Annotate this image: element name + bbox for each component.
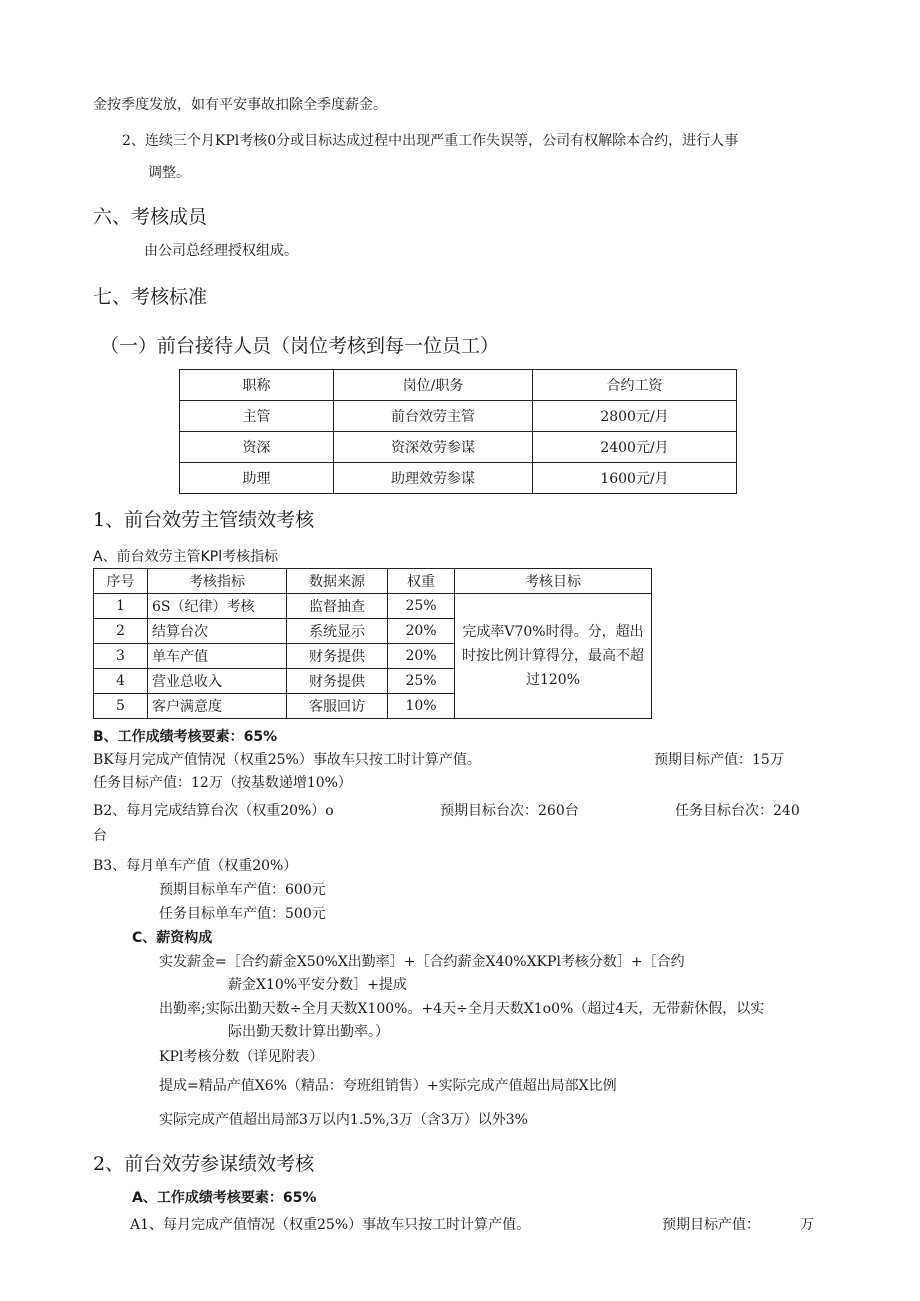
- c-commission-ratio: 实际完成产值超出局部3万以内1.5%,3万（含3万）以外3%: [159, 1112, 528, 1128]
- table-cell: 助理效劳参谋: [334, 463, 533, 494]
- table-header-cell: 考核目标: [455, 569, 652, 594]
- table-cell: 主管: [180, 401, 334, 432]
- intro-item-2: 2、连续三个月KPl考核0分或目标达成过程中出现严重工作失误等，公司有权解除本合约，进行人事: [122, 133, 739, 149]
- b1-line: BK每月完成产值情况（权重25%）事故车只按工时计算产值。: [93, 752, 481, 768]
- table-cell: 1: [94, 594, 148, 619]
- table-cell: 5: [94, 694, 148, 719]
- table-cell: 1600元/月: [533, 463, 737, 494]
- table-cell: 客服回访: [287, 694, 388, 719]
- c-formula-line-1: 实发薪金=［合约薪金X50%X出勤率］+［合约薪金X40%XKPl考核分数］+［合约: [159, 954, 685, 970]
- part-2-title: 2、前台效劳参谋绩效考核: [93, 1153, 315, 1175]
- kpi-table: [93, 568, 652, 719]
- c-commission: 提成=精品产值X6%（精品：夸班组销售）+实际完成产值超出局部X比例: [159, 1078, 617, 1094]
- b1-task: 任务目标产值：12万（按基数递增10%）: [93, 775, 352, 791]
- table-cell: 20%: [388, 619, 455, 644]
- table-cell: 2: [94, 619, 148, 644]
- table-header-cell: 权重: [388, 569, 455, 594]
- table-cell: 前台效劳主管: [334, 401, 533, 432]
- part-2-a1-expected: 预期目标产值：: [662, 1217, 760, 1233]
- b2-line: B2、每月完成结算台次（权重20%）o: [93, 803, 334, 819]
- table-row: [180, 463, 737, 494]
- table-cell: 10%: [388, 694, 455, 719]
- table-row: [180, 432, 737, 463]
- b2-task: 任务目标台次：240: [675, 803, 800, 819]
- table-cell: 20%: [388, 644, 455, 669]
- table-cell: 资深效劳参谋: [334, 432, 533, 463]
- b-title: B、工作成绩考核要素：65%: [93, 729, 278, 745]
- intro-item-2-cont: 调整。: [148, 165, 190, 181]
- section-7-title: 七、考核标准: [93, 286, 208, 308]
- b2-unit: 台: [93, 828, 107, 844]
- c-attendance-line-2: 际出勤天数计算出勤率。）: [228, 1024, 389, 1040]
- kpi-target-cell: 完成率V70%时得。分，超出时按比例计算得分，最高不超过120%: [455, 594, 652, 719]
- table-cell: 客户满意度: [148, 694, 287, 719]
- table-header-cell: 考核指标: [148, 569, 287, 594]
- table-header-row: [94, 569, 652, 594]
- table-cell: 系统显示: [287, 619, 388, 644]
- table-cell: 营业总收入: [148, 669, 287, 694]
- intro-line: 金按季度发放，如有平安事故扣除全季度薪金。: [93, 97, 387, 113]
- table-cell: 财务提供: [287, 669, 388, 694]
- table-cell: 财务提供: [287, 644, 388, 669]
- b2-expected: 预期目标台次：260台: [440, 803, 579, 819]
- b1-expected: 预期目标产值：15万: [654, 752, 784, 768]
- part-2-a1-unit: 万: [800, 1217, 814, 1233]
- table-header-cell: 岗位/职务: [334, 370, 533, 401]
- table-cell: 2800元/月: [533, 401, 737, 432]
- section-6-body: 由公司总经理授权组成。: [144, 243, 298, 259]
- section-6-title: 六、考核成员: [93, 206, 208, 228]
- table-header-row: [180, 370, 737, 401]
- table-cell: 结算台次: [148, 619, 287, 644]
- table-row: [180, 401, 737, 432]
- table-cell: 25%: [388, 669, 455, 694]
- b3-expected: 预期目标单车产值：600元: [159, 882, 326, 898]
- part-2-a1-line: A1、每月完成产值情况（权重25%）事故车只按工时计算产值。: [130, 1217, 531, 1233]
- c-formula-line-2: 薪金X10%平安分数］+提成: [228, 977, 407, 993]
- table-row: [94, 594, 652, 619]
- c-title: C、薪资构成: [132, 930, 213, 946]
- table-cell: 6S（纪律）考核: [148, 594, 287, 619]
- table-header-cell: 序号: [94, 569, 148, 594]
- table-cell: 3: [94, 644, 148, 669]
- kpi-title: A、前台效劳主管KPl考核指标: [93, 549, 279, 565]
- table-cell: 助理: [180, 463, 334, 494]
- table-cell: 2400元/月: [533, 432, 737, 463]
- b3-task: 任务目标单车产值：500元: [159, 906, 326, 922]
- part-2-a-title: A、工作成绩考核要素：65%: [132, 1190, 317, 1206]
- table-cell: 25%: [388, 594, 455, 619]
- table-cell: 4: [94, 669, 148, 694]
- table-cell: 资深: [180, 432, 334, 463]
- table-header-cell: 数据来源: [287, 569, 388, 594]
- table-header-cell: 职称: [180, 370, 334, 401]
- table-header-cell: 合约工资: [533, 370, 737, 401]
- salary-table: [179, 369, 737, 494]
- subsection-1-title: （一）前台接待人员（岗位考核到每一位员工）: [100, 335, 500, 357]
- c-attendance-line-1: 出勤率;实际出勤天数÷全月天数X100%。+4天÷全月天数X1o0%（超过4天，无带薪休假，以实: [159, 1001, 765, 1017]
- b3-line: B3、每月单车产值（权重20%）: [93, 858, 298, 874]
- table-cell: 单车产值: [148, 644, 287, 669]
- part-1-title: 1、前台效劳主管绩效考核: [93, 509, 315, 531]
- table-cell: 监督抽查: [287, 594, 388, 619]
- c-kpi-score: KPl考核分数（详见附表）: [159, 1049, 324, 1065]
